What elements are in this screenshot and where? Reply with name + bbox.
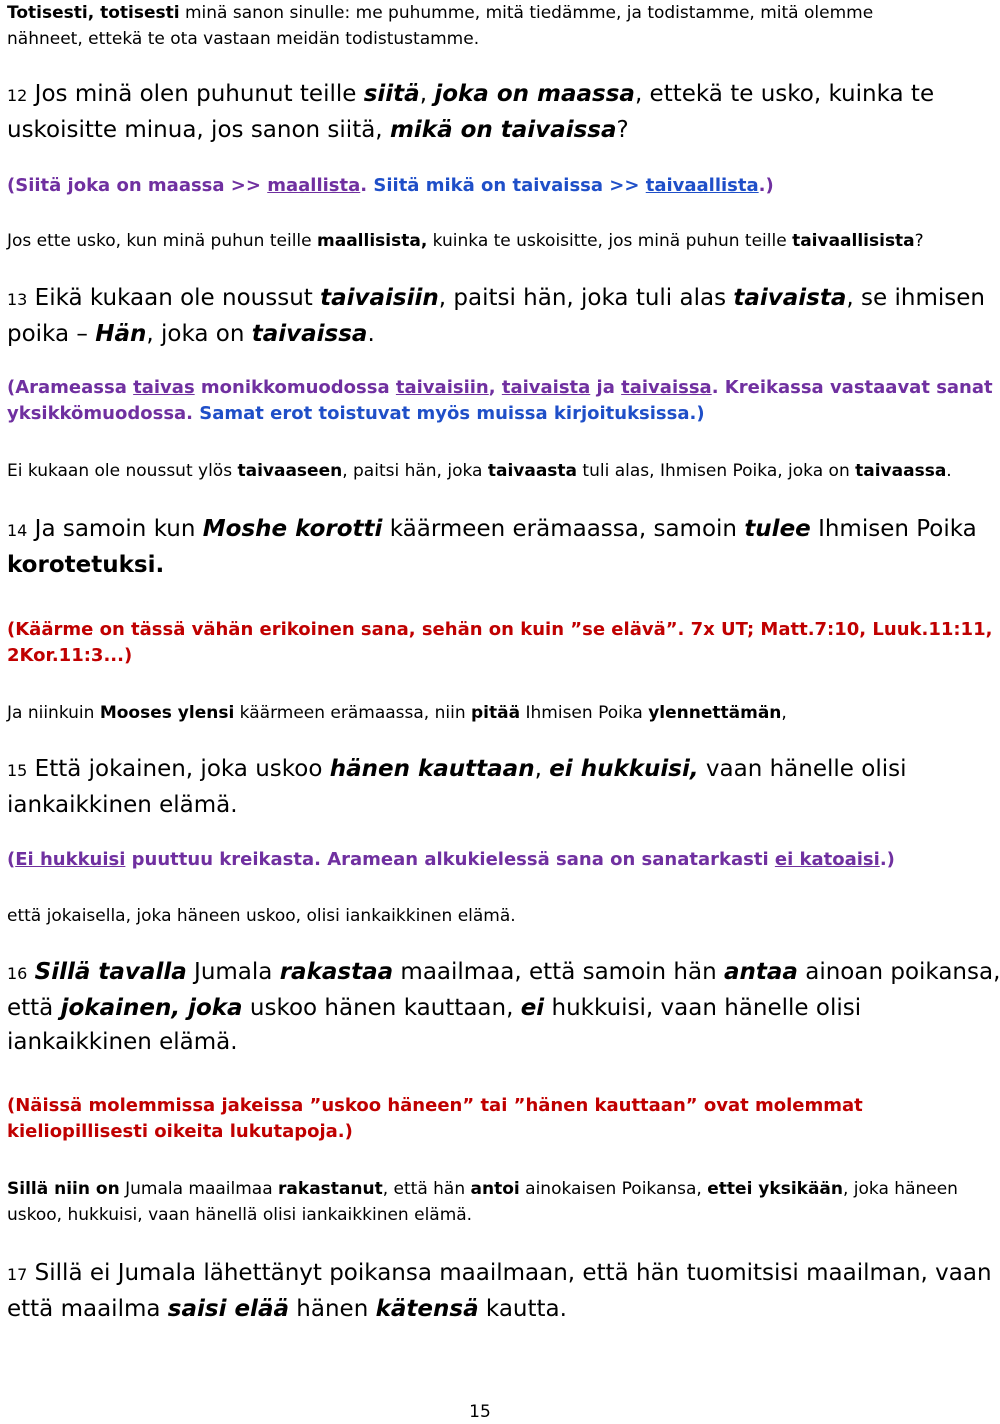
verse-13 (7, 281, 985, 351)
emphasis: rakastaa (279, 959, 394, 985)
verse-text: hänen (288, 1296, 376, 1322)
alt-text: Ja niinkuin (7, 703, 100, 723)
note-text: yksikkömuodossa. (7, 403, 200, 424)
note-text: Samat erot toistuvat myös muissa kirjoituksissa.) (199, 403, 705, 424)
alt-text: . (946, 461, 952, 481)
emphasis: Hän (95, 321, 147, 347)
verse-17 (7, 1256, 992, 1326)
verse-text: ainoan poikansa, (797, 959, 1000, 985)
alt-text: Ei kukaan ole noussut ylös (7, 461, 238, 481)
alt-bold: maallisista, (317, 231, 428, 251)
alt-text: käärmeen erämaassa, niin (234, 703, 472, 723)
page-number: 15 (469, 1402, 491, 1422)
alt-bold: Sillä niin on (7, 1179, 120, 1199)
verse-text: että maailma (7, 1296, 168, 1322)
verse-number: 13 (7, 290, 28, 309)
emphasis: taivaista (733, 285, 847, 311)
verse-text: , ettekä te usko, kuinka te (634, 81, 935, 107)
verse-text: , (419, 81, 435, 107)
verse-text: iankaikkinen elämä. (7, 1029, 238, 1055)
verse-text: Eikä kukaan ole noussut (27, 285, 321, 311)
emphasis: taivaisiin (320, 285, 439, 311)
verse-text: ? (616, 117, 629, 143)
verse-number: 17 (7, 1265, 28, 1284)
note-text: , (488, 377, 502, 398)
note-underlined: taivaissa (621, 377, 712, 398)
verse-number: 14 (7, 521, 28, 540)
emphasis: saisi elää (167, 1296, 289, 1322)
note-text: .) (758, 175, 774, 196)
note-13 (7, 375, 993, 427)
verse-text: Sillä ei Jumala lähettänyt poikansa maailmaan, että hän tuomitsisi maailman, vaan (27, 1260, 992, 1286)
alt-translation-13 (7, 458, 955, 484)
emphasis: antaa (724, 959, 798, 985)
verse-text: hukkuisi, vaan hänelle olisi (544, 995, 862, 1021)
emphasis: siitä (363, 81, 420, 107)
verse-16 (7, 955, 1000, 1059)
verse-text: uskoisitte minua, jos sanon siitä, (7, 117, 390, 143)
note-15 (7, 847, 955, 873)
verse-text: . (367, 321, 375, 347)
verse-number: 12 (7, 86, 28, 105)
note-text: ja (590, 377, 622, 398)
alt-bold: ylennettämän (648, 703, 782, 723)
note-text: monikkomuodossa (194, 377, 396, 398)
alt-translation-15: että jokaisella, joka häneen uskoo, olisi iankaikkinen elämä. (7, 906, 516, 926)
verse-text: Että jokainen, joka uskoo (27, 756, 330, 782)
alt-text: ? (914, 231, 924, 251)
verse-text: , joka on (146, 321, 252, 347)
emphasis: joka on maassa (434, 81, 635, 107)
emphasis: Moshe korotti (202, 516, 383, 542)
note-underlined: taivas (133, 377, 195, 398)
emphasis: jokainen, joka (60, 995, 243, 1021)
emphasis: ei (520, 995, 545, 1021)
verse-text: kautta. (478, 1296, 567, 1322)
alt-bold: taivaaseen (237, 461, 343, 481)
alt-bold: rakastanut (278, 1179, 383, 1199)
alt-bold: Mooses ylensi (99, 703, 235, 723)
intro-paragraph (7, 0, 955, 52)
verse-text: , se ihmisen (846, 285, 985, 311)
verse-text (27, 959, 34, 985)
emphasis: Sillä tavalla (34, 959, 187, 985)
verse-text: poika – (7, 321, 96, 347)
note-text: (Näissä molemmissa jakeissa ”uskoo häneen” tai ”hänen kauttaan” ovat molemmat (7, 1095, 863, 1116)
note-text: . Kreikassa vastaavat sanat (711, 377, 993, 398)
alt-text: Jumala maailmaa (119, 1179, 279, 1199)
alt-text: , että hän (382, 1179, 471, 1199)
note-underlined: Ei hukkuisi (15, 849, 126, 870)
verse-text: Jos minä olen puhunut teille (27, 81, 364, 107)
alt-text: Jos ette usko, kun minä puhun teille (7, 231, 318, 251)
emphasis: hänen kauttaan (329, 756, 535, 782)
note-text: (Siitä joka on maassa >> (7, 175, 268, 196)
alt-text: , paitsi hän, joka (342, 461, 488, 481)
alt-text: Ihmisen Poika (520, 703, 649, 723)
emphasis: kätensä (375, 1296, 479, 1322)
alt-bold: taivaallisista (792, 231, 915, 251)
verse-text: vaan hänelle olisi (698, 756, 907, 782)
note-text: 2Kor.11:3...) (7, 645, 133, 666)
verse-12 (7, 77, 955, 147)
emphasis: ei hukkuisi, (549, 756, 699, 782)
note-12 (7, 173, 955, 199)
note-underlined: taivaista (501, 377, 591, 398)
note-text: Siitä mikä on taivaissa >> (373, 175, 646, 196)
alt-text: , (781, 703, 787, 723)
note-text: kieliopillisesti oikeita lukutapoja.) (7, 1121, 353, 1142)
alt-text: kuinka te uskoisitte, jos minä puhun teille (427, 231, 793, 251)
note-text: puuttuu kreikasta. Aramean alkukielessä sana on sanatarkasti (125, 849, 775, 870)
alt-translation-14 (7, 700, 955, 726)
verse-14 (7, 512, 977, 582)
note-underlined: taivaisiin (395, 377, 489, 398)
note-text: ( (7, 849, 16, 870)
note-text: .) (879, 849, 895, 870)
verse-text: , (534, 756, 550, 782)
verse-text: iankaikkinen elämä. (7, 792, 238, 818)
alt-text: ainokaisen Poikansa, (519, 1179, 708, 1199)
verse-text: Ja samoin kun (27, 516, 203, 542)
alt-translation-12 (7, 228, 955, 254)
note-underlined: taivaallista (645, 175, 759, 196)
alt-translation-16 (7, 1176, 958, 1228)
note-underlined: maallista (267, 175, 361, 196)
intro-line2: nähneet, ettekä te ota vastaan meidän todistustamme. (7, 29, 480, 49)
intro-text: minä sanon sinulle: me puhumme, mitä tiedämme, ja todistamme, mitä olemme (179, 3, 874, 23)
verse-text: käärmeen erämaassa, samoin (382, 516, 745, 542)
note-text: (Arameassa (7, 377, 134, 398)
alt-text: uskoo, hukkuisi, vaan hänellä olisi iankaikkinen elämä. (7, 1205, 473, 1225)
alt-bold: taivaasta (487, 461, 578, 481)
verse-text: Jumala (186, 959, 280, 985)
note-underlined: ei katoaisi (774, 849, 880, 870)
verse-number: 16 (7, 964, 28, 983)
note-text: (Käärme on tässä vähän erikoinen sana, sehän on kuin ”se elävä”. 7x UT; Matt.7:10, Luuk.11:11, (7, 619, 993, 640)
verse-text: maailmaa, että samoin hän (393, 959, 724, 985)
intro-lead: Totisesti, totisesti (7, 3, 180, 23)
verse-text: että (7, 995, 61, 1021)
alt-text: , joka häneen (843, 1179, 958, 1199)
emphasis: taivaissa (251, 321, 368, 347)
note-14 (7, 617, 993, 669)
verse-number: 15 (7, 761, 28, 780)
alt-bold: ettei yksikään (707, 1179, 843, 1199)
verse-15 (7, 752, 955, 822)
emphasis: tulee (744, 516, 811, 542)
alt-bold: taivaassa (855, 461, 947, 481)
note-text: . (360, 175, 374, 196)
emphasis: mikä on taivaissa (389, 117, 617, 143)
alt-bold: antoi (470, 1179, 520, 1199)
verse-text: uskoo hänen kauttaan, (242, 995, 521, 1021)
verse-text: Ihmisen Poika (810, 516, 977, 542)
verse-text: , paitsi hän, joka tuli alas (438, 285, 734, 311)
emphasis: korotetuksi. (7, 552, 165, 578)
alt-bold: pitää (471, 703, 521, 723)
note-16 (7, 1093, 955, 1145)
alt-text: tuli alas, Ihmisen Poika, joka on (577, 461, 856, 481)
